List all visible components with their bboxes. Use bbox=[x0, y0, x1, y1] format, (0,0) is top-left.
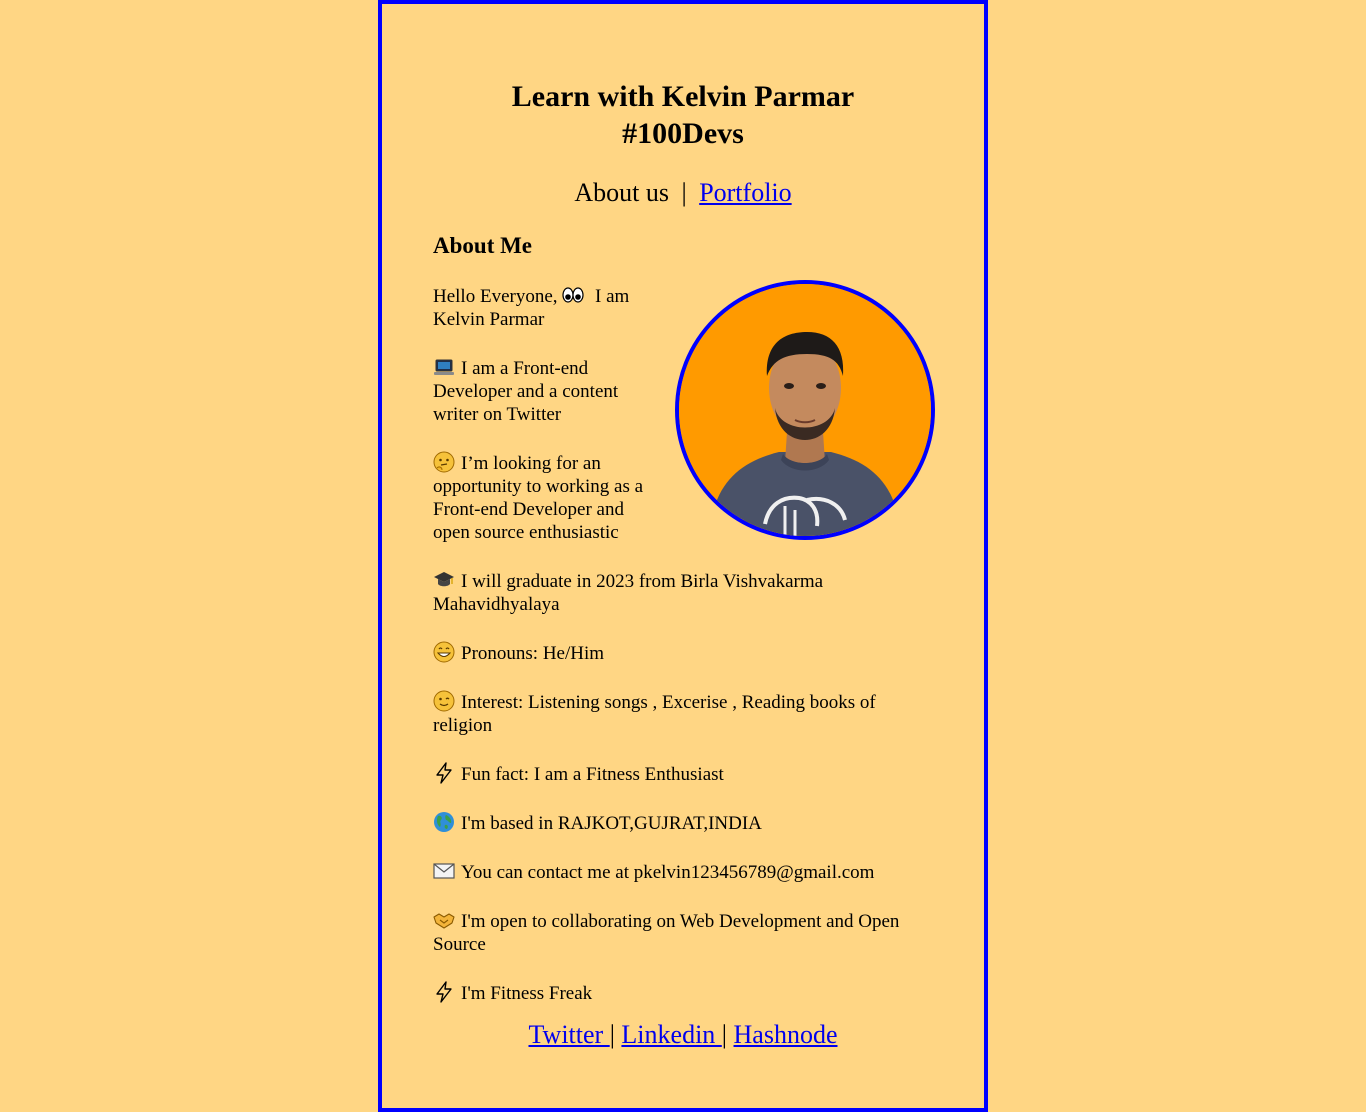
item-text: Pronouns: He/Him bbox=[461, 643, 605, 664]
list-item bbox=[433, 569, 923, 616]
lightning-icon bbox=[433, 762, 455, 784]
graduation-cap-icon bbox=[433, 569, 455, 591]
list-item bbox=[433, 762, 923, 786]
greeting-text: Hello Everyone, bbox=[433, 286, 563, 307]
laptop-icon bbox=[433, 356, 455, 378]
item-text: I am a Front-end Developer and a content writer on Twitter bbox=[433, 358, 619, 425]
list-item bbox=[433, 356, 658, 426]
grinning-face-icon bbox=[433, 641, 455, 663]
top-nav bbox=[382, 176, 984, 210]
about-content bbox=[433, 284, 923, 1030]
nav-about-us: About us bbox=[574, 178, 669, 207]
list-item bbox=[433, 811, 923, 835]
list-item bbox=[433, 451, 658, 544]
list-item bbox=[433, 284, 658, 331]
about-me-heading: About Me bbox=[433, 233, 533, 258]
item-text: You can contact me at pkelvin123456789@gmail.com bbox=[461, 862, 875, 883]
linkedin-link[interactable]: Linkedin bbox=[621, 1020, 722, 1049]
list-item bbox=[433, 641, 923, 665]
item-text: I'm based in RAJKOT,GUJRAT,INDIA bbox=[461, 813, 762, 834]
profile-card bbox=[378, 0, 988, 1112]
item-text: I'm open to collaborating on Web Development and Open Source bbox=[433, 911, 900, 955]
winking-face-icon bbox=[433, 690, 455, 712]
eyes-icon bbox=[562, 284, 584, 306]
item-text: I'm Fitness Freak bbox=[461, 983, 593, 1004]
handshake-icon bbox=[433, 909, 455, 931]
list-item bbox=[433, 909, 923, 956]
list-item bbox=[433, 860, 923, 884]
footer-separator: | bbox=[609, 1020, 615, 1049]
envelope-icon bbox=[433, 860, 455, 882]
intro-text: I am Kelvin Parmar bbox=[433, 286, 630, 330]
page-title bbox=[382, 78, 984, 152]
social-links bbox=[382, 1018, 984, 1052]
hashnode-link[interactable]: Hashnode bbox=[733, 1020, 838, 1049]
title-line-1: Learn with Kelvin Parmar bbox=[511, 80, 855, 113]
nav-portfolio-link[interactable]: Portfolio bbox=[699, 178, 792, 207]
twitter-link[interactable]: Twitter bbox=[528, 1020, 610, 1049]
list-item bbox=[433, 690, 923, 737]
item-text: Interest: Listening songs , Excerise , Reading books of religion bbox=[433, 692, 876, 736]
item-text: I will graduate in 2023 from Birla Vishvakarma Mahavidhyalaya bbox=[433, 571, 824, 615]
footer-separator: | bbox=[721, 1020, 728, 1049]
lightning-icon bbox=[433, 981, 455, 1003]
list-item bbox=[433, 981, 923, 1005]
nav-separator: | bbox=[681, 178, 687, 207]
item-text: Fun fact: I am a Fitness Enthusiast bbox=[461, 764, 724, 785]
title-line-2: #100Devs bbox=[622, 117, 744, 150]
thinking-face-icon bbox=[433, 451, 455, 473]
item-text: I’m looking for an opportunity to working as a Front-end Developer and open source enthusiastic bbox=[433, 453, 644, 543]
globe-icon bbox=[433, 811, 455, 833]
